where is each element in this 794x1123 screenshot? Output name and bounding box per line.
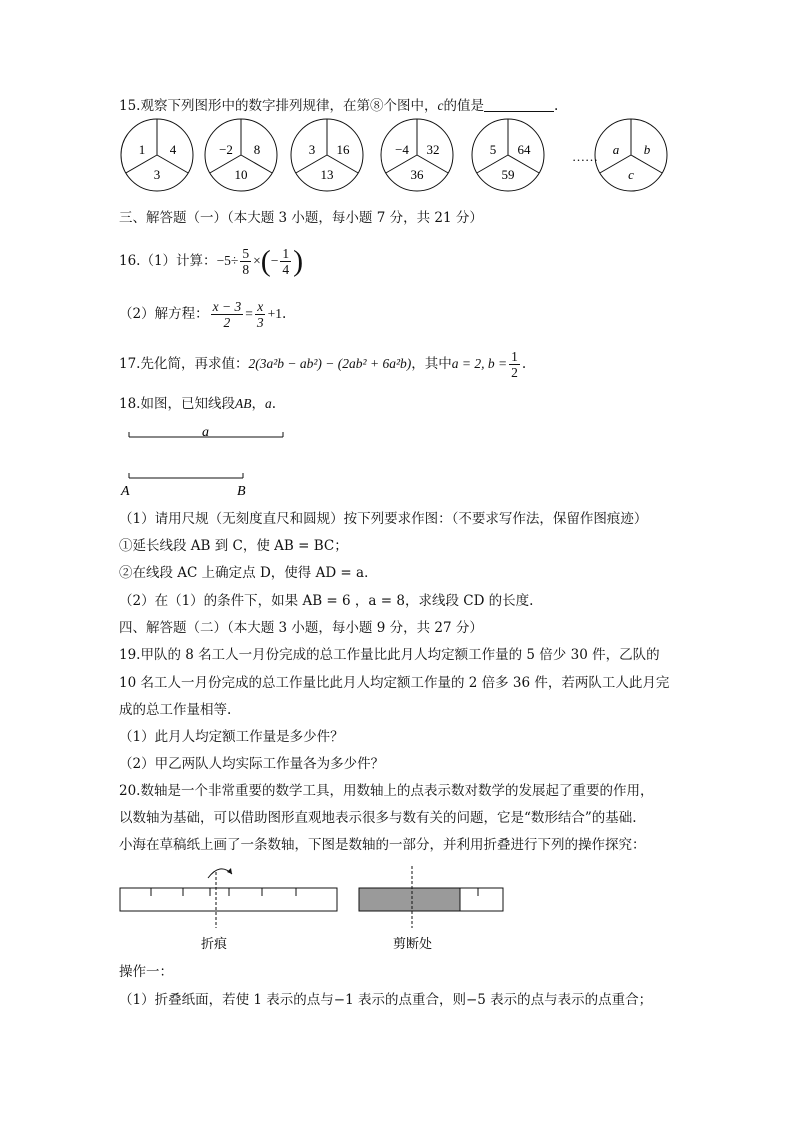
q16-end: .: [281, 306, 287, 322]
frac-den: 8: [242, 262, 250, 277]
number-circle: [595, 119, 667, 191]
q16-p1-label: 16.（1）计算：: [119, 253, 217, 269]
number-line-figure: [0, 858, 794, 958]
times-sign: ×: [253, 253, 261, 268]
q15-end: .: [553, 98, 559, 114]
q18-sub1-1: ①延长线段 AB 到 C，使 AB = BC；: [119, 538, 348, 554]
circle-bottom-value: c: [628, 167, 634, 182]
fold-label: 折痕: [201, 936, 228, 951]
segments-figure: [0, 420, 794, 500]
circle-top-right-value: 32: [426, 142, 440, 157]
circle-top-left-value: a: [612, 142, 620, 157]
circle-top-right-value: 16: [336, 142, 350, 157]
circle-top-left-value: −4: [395, 142, 409, 157]
q20-line-1: 20.数轴是一个非常重要的数学工具，用数轴上的点表示数对数学的发展起了重要的作用，: [119, 783, 654, 799]
frac-num: x: [257, 299, 264, 314]
frac-num: x − 3: [212, 299, 242, 314]
q17-mid: ，其中: [411, 356, 452, 372]
q17-line: [119, 346, 526, 382]
fraction-1-2: [509, 349, 520, 380]
q15-prefix: 15.观察下列图形中的数字排列规律，在第⑧个图中，: [119, 98, 438, 114]
circle-top-left-value: 5: [489, 142, 497, 157]
circle-top-right-value: 4: [169, 142, 177, 157]
frac-num: 1: [282, 246, 290, 261]
q18-sub1-2: ②在线段 AC 上确定点 D，使得 AD = a．: [119, 565, 378, 581]
number-circle: [121, 119, 193, 191]
number-circle: [381, 119, 453, 191]
point-a-label: A: [121, 484, 130, 499]
segment-ab: [129, 473, 243, 478]
right-paren: ): [293, 244, 304, 278]
segment-a-label: a: [202, 425, 209, 440]
frac-num: 1: [511, 349, 518, 364]
q16-p2-label: （2）解方程：: [119, 306, 209, 322]
q19-line-2: 10 名工人一月份完成的总工作量比此月人均定额工作量的 2 倍多 36 件，若两队工人此月完: [119, 675, 670, 691]
q18-end: .: [271, 396, 277, 412]
circle-bottom-value: 3: [153, 167, 161, 182]
circles-figure: [0, 118, 794, 208]
q17-label: 17.先化简，再求值：: [119, 356, 249, 372]
q18-sub2: （2）在（1）的条件下，如果 AB = 6 ，a = 8，求线段 CD 的长度.: [119, 593, 534, 609]
frac-den: 4: [282, 262, 290, 277]
q19-sub2: （2）甲乙两队人均实际工作量各为多少件？: [119, 756, 385, 772]
point-b-label: B: [237, 484, 246, 499]
shaded-part: [359, 888, 460, 911]
circle-top-left-value: −2: [219, 142, 233, 157]
cut-label: 剪断处: [393, 936, 433, 951]
q17-expression: 2(3a²b − ab²) − (2ab² + 6a²b): [248, 356, 412, 371]
circle-bottom-value: 13: [320, 167, 334, 182]
q18-sub1: （1）请用尺规（无刻度直尺和圆规）按下列要求作图：（不要求写作法，保留作图痕迹）: [119, 511, 648, 527]
circle-top-left-value: 1: [138, 142, 146, 157]
minus-sign: −: [270, 253, 279, 268]
q18-a: a: [264, 396, 272, 411]
ellipsis: ……: [572, 149, 598, 164]
frac-den: 2: [511, 365, 518, 380]
q19-line-1: 19.甲队的 8 名工人一月份完成的总工作量比此月人均定额工作量的 5 倍少 30 件，乙队的: [119, 647, 660, 663]
circle-top-right-value: b: [643, 142, 651, 157]
circle-top-right-value: 8: [253, 142, 261, 157]
answer-blank[interactable]: [484, 97, 554, 112]
fraction-1-4: [280, 246, 291, 277]
q18-text: [119, 394, 276, 414]
left-paren: (: [260, 244, 271, 278]
plus-one: +1: [267, 306, 282, 321]
q18-sep: ，: [251, 396, 265, 412]
q15-var: c: [437, 98, 444, 113]
number-circle: [205, 119, 277, 191]
q20-op1-1: （1）折叠纸面，若使 1 表示的点与−1 表示的点重合，则−5 表示的点与表示的点重合；: [119, 992, 653, 1008]
fold-arrow-icon: [208, 869, 232, 878]
circle-bottom-value: 36: [410, 167, 424, 182]
section-4-title: 四、解答题（二）（本大题 3 小题，每小题 9 分，共 27 分）: [119, 620, 483, 636]
circle-top-left-value: 3: [308, 142, 316, 157]
fraction-x-3-over-2: [211, 299, 244, 330]
q16-part1: [119, 241, 303, 281]
q19-line-3: 成的总工作量相等.: [119, 702, 232, 718]
fraction-5-8: [240, 246, 251, 277]
section-3-title: 三、解答题（一）（本大题 3 小题，每小题 7 分，共 21 分）: [119, 210, 483, 226]
frac-den: 2: [223, 315, 231, 330]
q20-op1: 操作一：: [119, 964, 173, 980]
frac-den: 3: [256, 315, 264, 330]
q17-condition: a = 2, b =: [451, 356, 508, 371]
number-circle: [291, 119, 363, 191]
q18-ab: AB: [234, 396, 252, 411]
number-circle: [472, 119, 544, 191]
q19-sub1: （1）此月人均定额工作量是多少件？: [119, 729, 344, 745]
q15-text: [119, 96, 558, 116]
q16-p1-pre: −5÷: [216, 253, 239, 268]
q16-part2: [119, 296, 286, 332]
frac-num: 5: [242, 246, 250, 261]
q17-end: .: [521, 356, 527, 372]
q18-prefix: 18.如图，已知线段: [119, 396, 235, 412]
q20-line-3: 小海在草稿纸上画了一条数轴，下图是数轴的一部分，并利用折叠进行下列的操作探究：: [119, 837, 646, 853]
q20-line-2: 以数轴为基础，可以借助图形直观地表示很多与数有关的问题，它是“数形结合”的基础.: [119, 810, 637, 826]
equals-sign: =: [245, 306, 253, 321]
circle-bottom-value: 59: [501, 167, 515, 182]
q15-suffix: 的值是: [443, 98, 484, 114]
circle-top-right-value: 64: [517, 142, 531, 157]
circle-bottom-value: 10: [234, 167, 248, 182]
fraction-x-over-3: [255, 299, 266, 330]
